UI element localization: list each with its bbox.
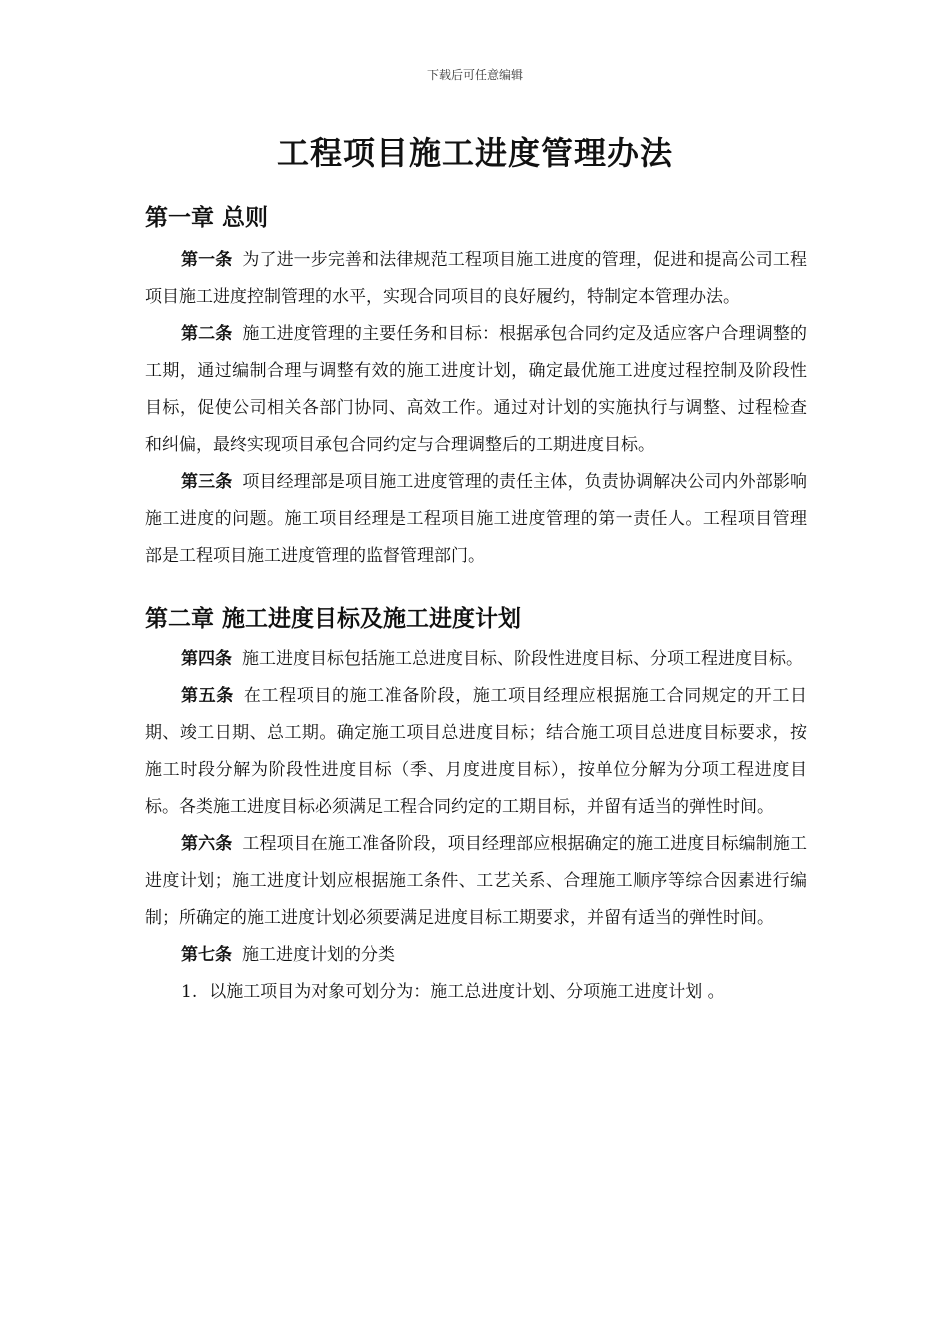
list-item-number: 1. (181, 982, 198, 1002)
article-text: 在工程项目的施工准备阶段，施工项目经理应根据施工合同规定的开工日期、竣工日期、总工期。确定施工项目总进度目标；结合施工项目总进度目标要求，按施工时段分解为阶段性进度目标（季、月度进度目标），按单位分解为分项工程进度目标。各类施工进度目标必须满足工程合同约定的工期目标，并留有适当的弹性时间。 (145, 686, 808, 817)
article-4 (145, 641, 807, 678)
article-1 (145, 242, 807, 316)
article-text: 施工进度计划的分类 (242, 945, 395, 965)
article-6 (145, 826, 807, 937)
article-text: 为了进一步完善和法律规范工程项目施工进度的管理，促进和提高公司工程项目施工进度控制管理的水平，实现合同项目的良好履约，特制定本管理办法。 (145, 250, 807, 307)
article-text: 项目经理部是项目施工进度管理的责任主体，负责协调解决公司内外部影响施工进度的问题。施工项目经理是工程项目施工进度管理的第一责任人。工程项目管理部是工程项目施工进度管理的监督管理部门。 (145, 472, 807, 566)
document-body (145, 200, 807, 1011)
article-7 (145, 937, 807, 974)
chapter-heading-2: 第二章 施工进度目标及施工进度计划 (145, 605, 522, 632)
article-label: 第四条 (181, 649, 232, 669)
article-text: 工程项目在施工准备阶段，项目经理部应根据确定的施工进度目标编制施工进度计划；施工进度计划应根据施工条件、工艺关系、合理施工顺序等综合因素进行编制；所确定的施工进度计划必须要满足进度目标工期要求，并留有适当的弹性时间。 (145, 834, 807, 928)
article-2 (145, 316, 807, 464)
article-text: 施工进度目标包括施工总进度目标、阶段性进度目标、分项工程进度目标。 (242, 649, 803, 669)
header-note: 下载后可任意编辑 (426, 68, 523, 82)
chapter-heading-1: 第一章 总则 (145, 204, 269, 231)
article-3 (145, 464, 807, 575)
article-label: 第一条 (181, 250, 233, 270)
article-label: 第五条 (181, 686, 234, 706)
article-label: 第七条 (181, 945, 232, 965)
list-item-text: 以施工项目为对象可划分为：施工总进度计划、分项施工进度计划 。 (209, 982, 725, 1002)
article-5 (145, 678, 807, 826)
article-label: 第三条 (181, 472, 233, 492)
list-item (145, 974, 807, 1011)
article-label: 第二条 (181, 324, 233, 344)
article-label: 第六条 (181, 834, 233, 854)
document-title: 工程项目施工进度管理办法 (276, 134, 673, 172)
article-text: 施工进度管理的主要任务和目标：根据承包合同约定及适应客户合理调整的工期，通过编制合理与调整有效的施工进度计划，确定最优施工进度过程控制及阶段性目标，促使公司相关各部门协同、高效工作。通过对计划的实施执行与调整、过程检查和纠偏，最终实现项目承包合同约定与合理调整后的工期进度目标。 (145, 324, 807, 455)
